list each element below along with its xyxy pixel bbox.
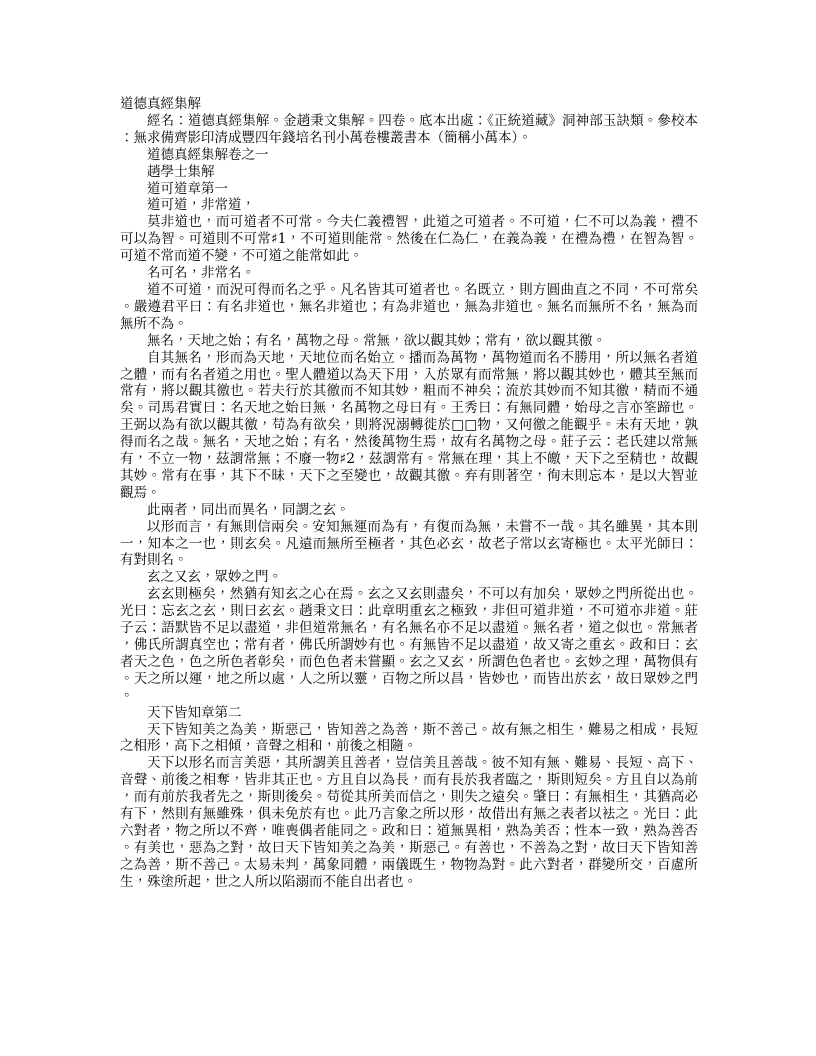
chapter-2-heading: 天下皆知章第二 [147, 704, 242, 721]
chapter-1-scripture-line-5: 玄之又玄，眾妙之門。 [147, 569, 282, 586]
compiler-line: 趙學士集解 [147, 163, 215, 180]
volume-heading: 道德真經集解卷之一 [147, 146, 269, 163]
chapter-1-heading: 道可道章第一 [147, 180, 228, 197]
chapter-1-commentary-2: 道不可道，而況可得而名之乎。凡名皆其可道者也。名既立，則方圓曲直之不同，不可常矣。嚴遵君平曰：有名非道也，無名非道也；有為非道也，無為非道也。無名而無所不名，無為而無所不為。 [120, 281, 698, 332]
chapter-1-scripture-line-1: 道可道，非常道， [147, 197, 255, 214]
chapter-1-commentary-5: 玄玄則極矣，然猶有知玄之心在焉。玄之又玄則盡矣，不可以有加矣，眾妙之門所從出也。光曰：忘玄之玄，則曰玄玄。趙秉文曰：此章明重玄之極致，非但可道非道，不可道亦非道。莊子云：語默皆不足以盡道，非但道常無名，有名無名亦不足以盡道。無名者，道之似也。常無者，佛氏所謂真空也；常有者，佛氏所謂妙有也。有無皆不足以盡道，故又寄之重玄。政和曰：玄者天之色，色之所色者彰矣，而色色者未嘗顯。玄之又玄，所謂色色者也。玄妙之理，萬物俱有。天之所以運，地之所以處，人之所以靈，百物之所以昌，皆妙也，而皆出於玄，故曰眾妙之門。 [120, 586, 698, 704]
chapter-1-commentary-4: 以形而言，有無則信兩矣。安知無運而為有，有復而為無，未嘗不一哉。其名雖異，其本則一，知本之一也，則玄矣。凡遠而無所至極者，其色必玄，故老子常以玄寄極也。太平光師曰：有對則名。 [120, 518, 698, 569]
chapter-1-commentary-3: 自其無名，形而為天地，天地位而名始立。播而為萬物，萬物道而名不勝用，所以無名者道之體，而有名者道之用也。聖人體道以為天下用，入於眾有而常無，將以觀其妙也，體其至無而常有，將以觀其徼也。若夫行於其徼而不知其妙，粗而不神矣；流於其妙而不知其徼，精而不通矣。司馬君實曰：名天地之始曰無，名萬物之母曰有。王秀曰：有無同體，始母之言亦筌蹄也。王弼以為有欲以觀其徼，苟為有欲矣，則將況溺轉徙於□□物，又何徼之能觀乎。未有天地，孰得而名之哉。無名，天地之始；有名，然後萬物生焉，故有名萬物之母。莊子云：老氏建以常無有，不立一物，茲謂常無；不廢一物♯2，茲謂常有。常無在理，其上不皦，天下之至精也，故觀其妙。常有在事，其下不昧，天下之至變也，故觀其徼。弃有則著空，徇末則忘本，是以大智並觀焉。 [120, 349, 698, 501]
chapter-1-scripture-line-4: 此兩者，同出而異名，同謂之玄。 [147, 501, 350, 518]
document-title: 道德真經集解 [120, 96, 201, 112]
document-body [120, 96, 698, 891]
bibliographic-note: 經名：道德真經集解。金趙秉文集解。四卷。底本出處：《正統道藏》洞神部玉訣類。參校本：無求備齊影印清成豐四年錢培名刊小萬卷樓叢書本（簡稱小萬本）。 [120, 112, 698, 146]
chapter-1-scripture-line-3: 無名，天地之始；有名，萬物之母。常無，欲以觀其妙；常有，欲以觀其徼。 [147, 332, 606, 349]
chapter-2-scripture-line-1: 天下皆知美之為美，斯惡己，皆知善之為善，斯不善己。故有無之相生，難易之相成，長短之相形，高下之相傾，音聲之相和，前後之相隨。 [120, 721, 698, 755]
chapter-1-commentary-1: 莫非道也，而可道者不可常。今夫仁義禮智，此道之可道者。不可道，仁不可以為義，禮不可以為智。可道則不可常♯1，不可道則能常。然後在仁為仁，在義為義，在禮為禮，在智為智。可道不常而道不變，不可道之能常如此。 [120, 214, 698, 265]
chapter-2-commentary-1: 天下以形名而言美惡，其所謂美且善者，豈信美且善哉。彼不知有無、難易、長短、高下、音聲、前後之相奪，皆非其正也。方且自以為長，而有長於我者臨之，斯則短矣。方且自以為前，而有前於我者先之，斯則後矣。苟從其所美而信之，則失之遠矣。肇曰：有無相生，其猶高必有下，然則有無雖殊，俱未免於有也。此乃言象之所以形，故借出有無之表者以袪之。光曰：此六對者，物之所以不齊，唯喪偶者能同之。政和曰：道無異相，熟為美否；性本一致，熟為善否。有美也，惡為之對，故曰天下皆知美之為美，斯惡己。有善也，不善為之對，故曰天下皆知善之為善，斯不善己。太易未判，萬象同體，兩儀既生，物物為對。此六對者，群變所交，百慮所生，殊塗所起，世之人所以陷溺而不能自出者也。 [120, 755, 698, 890]
chapter-1-scripture-line-2: 名可名，非常名。 [147, 265, 255, 282]
